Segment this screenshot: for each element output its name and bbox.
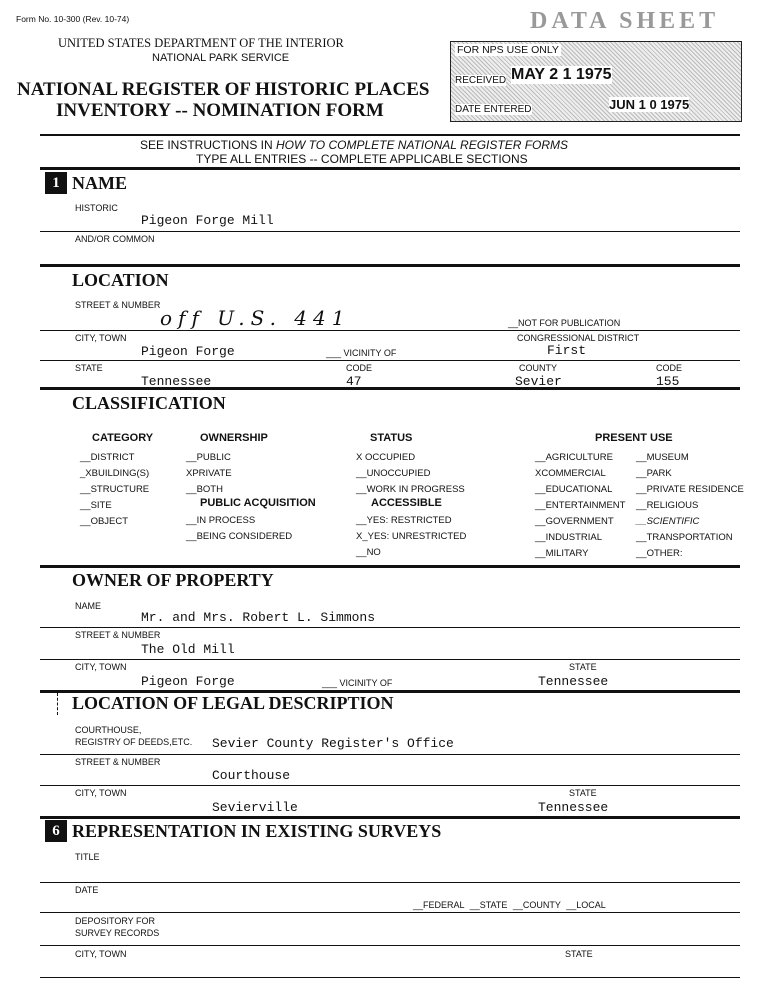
status-option: __UNOCCUPIED: [356, 468, 431, 479]
status-option: X OCCUPIED: [356, 452, 416, 463]
received-label: RECEIVED: [455, 75, 507, 86]
county-label: COUNTY: [519, 363, 557, 373]
category-option: __STRUCTURE: [80, 484, 150, 495]
form-title-1: NATIONAL REGISTER OF HISTORIC PLACES: [17, 79, 430, 100]
category-option: _XBUILDING(S): [80, 468, 150, 479]
form-title-2: INVENTORY -- NOMINATION FORM: [56, 100, 384, 121]
rule-section-2: [40, 264, 740, 267]
accessible-option: __NO: [356, 547, 381, 558]
section-legal-title: LOCATION OF LEGAL DESCRIPTION: [72, 693, 394, 713]
present-use-option: __GOVERNMENT: [535, 516, 614, 527]
survey-title-label: TITLE: [75, 852, 100, 862]
congressional-district-value: First: [547, 343, 587, 358]
depository-label-2: SURVEY RECORDS: [75, 928, 160, 938]
rule-section-1: [40, 167, 740, 170]
present-use-option: __ENTERTAINMENT: [535, 500, 626, 511]
section-classification-title: CLASSIFICATION: [72, 393, 226, 413]
category-header: CATEGORY: [92, 432, 154, 444]
depository-label-1: DEPOSITORY FOR: [75, 916, 156, 926]
present-use-option: __PARK: [636, 468, 672, 479]
present-use-option: __MILITARY: [535, 548, 589, 559]
survey-state-label: STATE: [565, 949, 593, 959]
status-option: __WORK IN PROGRESS: [356, 484, 465, 495]
section-surveys-title: REPRESENTATION IN EXISTING SURVEYS: [72, 821, 442, 841]
rule-section-6: [40, 816, 740, 819]
owner-street-label: STREET & NUMBER: [75, 630, 161, 640]
instructions-line-1: SEE INSTRUCTIONS IN HOW TO COMPLETE NATIONAL REGISTER FORMS: [140, 138, 569, 152]
form-number: Form No. 10-300 (Rev. 10-74): [16, 14, 130, 24]
rule: [40, 659, 740, 660]
status-header: STATUS: [370, 432, 413, 444]
section-6-badge: 6: [45, 820, 67, 842]
location-state-label: STATE: [75, 363, 103, 373]
rule-top: [40, 134, 740, 136]
rule: [40, 882, 740, 883]
survey-levels: __FEDERAL __STATE __COUNTY __LOCAL: [413, 900, 606, 910]
rule: [40, 627, 740, 628]
present-use-option: XCOMMERCIAL: [535, 468, 606, 479]
department-name: UNITED STATES DEPARTMENT OF THE INTERIOR: [58, 36, 344, 50]
owner-vicinity: ___ VICINITY OF: [322, 678, 393, 688]
margin-mark: [57, 693, 58, 715]
county-code-label: CODE: [656, 363, 683, 373]
survey-city-label: CITY, TOWN: [75, 949, 127, 959]
location-street-value: off U.S. 441: [160, 306, 351, 330]
location-city-label: CITY, TOWN: [75, 333, 127, 343]
accessible-option: __YES: RESTRICTED: [356, 515, 452, 526]
category-option: __DISTRICT: [80, 452, 135, 463]
data-sheet-stamp: DATA SHEET: [530, 8, 720, 34]
rule: [40, 977, 740, 978]
not-for-publication: __NOT FOR PUBLICATION: [508, 318, 621, 328]
rule: [40, 912, 740, 913]
present-use-option: __TRANSPORTATION: [636, 532, 733, 543]
present-use-option: __OTHER:: [636, 548, 683, 559]
service-name: NATIONAL PARK SERVICE: [152, 52, 290, 64]
present-use-option: __MUSEUM: [636, 452, 689, 463]
category-list: [80, 452, 149, 532]
congressional-district-label: CONGRESSIONAL DISTRICT: [517, 333, 640, 343]
owner-state-value: Tennessee: [538, 674, 609, 689]
present-use-option: __EDUCATIONAL: [535, 484, 613, 495]
legal-state-label: STATE: [569, 788, 597, 798]
present-use-list-1: [535, 452, 625, 564]
county-value: Sevier: [515, 374, 562, 389]
present-use-option: __SCIENTIFIC: [636, 516, 700, 527]
ownership-option: __BOTH: [186, 484, 223, 495]
courthouse-label-2: REGISTRY OF DEEDS,ETC.: [75, 737, 193, 747]
accessible-list: [356, 515, 466, 563]
county-code-value: 155: [656, 374, 680, 389]
owner-city-value: Pigeon Forge: [141, 674, 235, 689]
section-1-badge: 1: [45, 172, 67, 194]
legal-city-label: CITY, TOWN: [75, 788, 127, 798]
rule: [40, 785, 740, 786]
owner-name-value: Mr. and Mrs. Robert L. Simmons: [141, 610, 376, 625]
owner-state-label: STATE: [569, 662, 597, 672]
rule: [40, 754, 740, 755]
state-code-label: CODE: [346, 363, 373, 373]
owner-street-value: The Old Mill: [141, 642, 235, 657]
present-use-list-2: [636, 452, 744, 564]
ownership-header: OWNERSHIP: [200, 432, 268, 444]
status-list: [356, 452, 465, 500]
state-code-value: 47: [346, 374, 362, 389]
accessible-header: ACCESSIBLE: [371, 497, 442, 509]
instructions-line-2: TYPE ALL ENTRIES -- COMPLETE APPLICABLE SECTIONS: [196, 152, 528, 166]
present-use-option: __AGRICULTURE: [535, 452, 613, 463]
location-street-label: STREET & NUMBER: [75, 300, 161, 310]
accessible-option: X_YES: UNRESTRICTED: [356, 531, 467, 542]
present-use-option: __INDUSTRIAL: [535, 532, 603, 543]
survey-date-label: DATE: [75, 885, 99, 895]
location-city-value: Pigeon Forge: [141, 344, 235, 359]
rule-section-3: [40, 387, 740, 390]
section-name-title: NAME: [72, 173, 127, 193]
courthouse-label-1: COURTHOUSE,: [75, 725, 142, 735]
legal-state-value: Tennessee: [538, 800, 609, 815]
nps-use-box: [450, 41, 742, 122]
acquisition-header: PUBLIC ACQUISITION: [200, 497, 316, 509]
present-use-header: PRESENT USE: [595, 432, 673, 444]
rule: [40, 360, 740, 361]
historic-label: HISTORIC: [75, 203, 118, 213]
historic-value: Pigeon Forge Mill: [141, 213, 274, 228]
rule: [40, 231, 740, 232]
rule: [40, 330, 740, 331]
legal-street-value: Courthouse: [212, 768, 291, 783]
date-entered-label: DATE ENTERED: [455, 104, 532, 115]
category-option: __OBJECT: [80, 516, 129, 527]
section-location-title: LOCATION: [72, 270, 169, 290]
nps-use-label: FOR NPS USE ONLY: [457, 44, 559, 56]
owner-city-label: CITY, TOWN: [75, 662, 127, 672]
acquisition-list: [186, 515, 292, 547]
acquisition-option: __BEING CONSIDERED: [186, 531, 293, 542]
legal-street-label: STREET & NUMBER: [75, 757, 161, 767]
present-use-option: __RELIGIOUS: [636, 500, 699, 511]
location-state-value: Tennessee: [141, 374, 212, 389]
owner-name-label: NAME: [75, 601, 102, 611]
acquisition-option: __IN PROCESS: [186, 515, 256, 526]
rule-section-4: [40, 565, 740, 568]
ownership-list: [186, 452, 232, 500]
common-label: AND/OR COMMON: [75, 234, 155, 244]
courthouse-value: Sevier County Register's Office: [212, 736, 454, 751]
category-option: __SITE: [80, 500, 112, 511]
ownership-option: XPRIVATE: [186, 468, 232, 479]
received-date: MAY 2 1 1975: [511, 66, 612, 83]
section-owner-title: OWNER OF PROPERTY: [72, 570, 274, 590]
rule: [40, 945, 740, 946]
ownership-option: __PUBLIC: [186, 452, 231, 463]
location-vicinity: ___ VICINITY OF: [326, 348, 397, 358]
present-use-option: __PRIVATE RESIDENCE: [636, 484, 744, 495]
legal-city-value: Sevierville: [212, 800, 298, 815]
date-entered-value: JUN 1 0 1975: [609, 97, 690, 112]
